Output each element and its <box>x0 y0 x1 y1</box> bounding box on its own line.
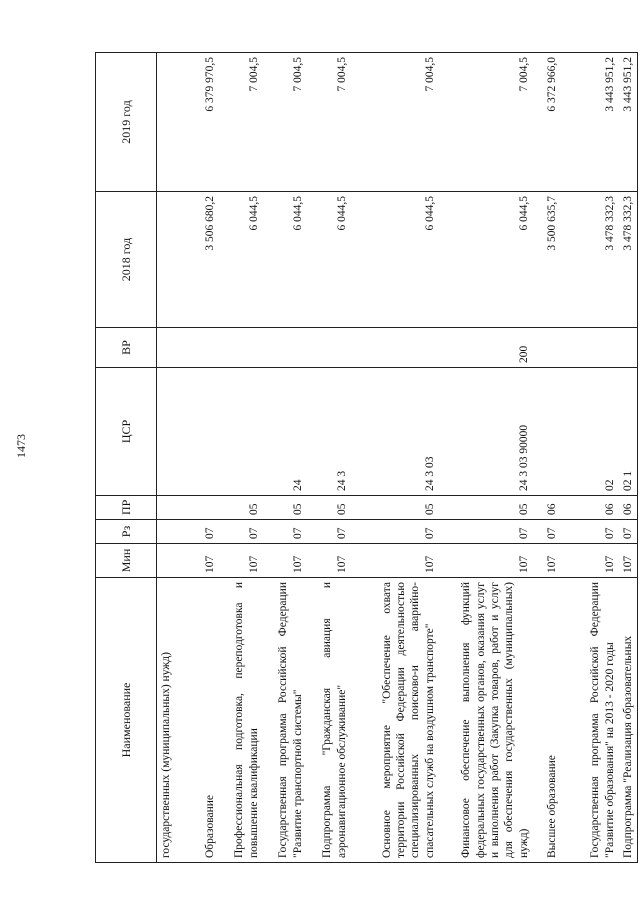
row-vr <box>307 328 351 368</box>
row-2019: 3 443 951,2 <box>561 53 619 192</box>
row-pr <box>179 496 219 520</box>
row-pr: 05 <box>307 496 351 520</box>
row-vr <box>157 328 180 368</box>
row-rz: 07 <box>351 520 439 544</box>
row-rz: 07 <box>307 520 351 544</box>
row-rz: 07 <box>439 520 533 544</box>
row-min: 107 <box>533 544 561 578</box>
table-row <box>351 53 439 863</box>
row-csr: 02 <box>561 368 619 496</box>
row-2018: 6 044,5 <box>307 192 351 328</box>
row-2018: 3 500 635,7 <box>533 192 561 328</box>
row-csr: 24 3 <box>307 368 351 496</box>
table-row <box>263 53 307 863</box>
row-pr: 06 <box>533 496 561 520</box>
row-vr <box>179 328 219 368</box>
row-vr <box>561 328 619 368</box>
row-pr: 06 <box>619 496 638 520</box>
row-rz <box>157 520 180 544</box>
row-pr: 06 <box>561 496 619 520</box>
header-rz: Рз <box>96 520 157 544</box>
row-rz: 07 <box>619 520 638 544</box>
row-min: 107 <box>307 544 351 578</box>
row-pr: 05 <box>351 496 439 520</box>
header-2018: 2018 год <box>96 192 157 328</box>
row-vr <box>219 328 263 368</box>
header-2019: 2019 год <box>96 53 157 192</box>
row-rz: 07 <box>263 520 307 544</box>
row-2019: 7 004,5 <box>219 53 263 192</box>
row-name: Подпрограмма "Гражданская авиация и аэронавигационное обслуживание" <box>307 578 351 863</box>
row-min <box>157 544 180 578</box>
row-name: Основное мероприятие "Обеспечение охвата территории Российской Федерации деятельностью специализированных поисково-и аварийно-спасательных служб на воздушном транспорте" <box>351 578 439 863</box>
row-rz: 07 <box>179 520 219 544</box>
row-2018: 3 506 680,2 <box>179 192 219 328</box>
header-row <box>96 53 157 863</box>
header-pr: ПР <box>96 496 157 520</box>
row-2019: 7 004,5 <box>307 53 351 192</box>
row-min: 107 <box>179 544 219 578</box>
table-row <box>157 53 180 863</box>
row-2018: 3 478 332,3 <box>619 192 638 328</box>
budget-table-rotated <box>95 53 634 863</box>
row-rz: 07 <box>533 520 561 544</box>
row-pr: 05 <box>263 496 307 520</box>
row-2019 <box>157 53 180 192</box>
row-rz: 07 <box>561 520 619 544</box>
row-name: Государственная программа Российской Федерации "Развитие транспортной системы" <box>263 578 307 863</box>
table-row <box>439 53 533 863</box>
header-vr: ВР <box>96 328 157 368</box>
header-csr: ЦСР <box>96 368 157 496</box>
table-row <box>219 53 263 863</box>
row-pr <box>157 496 180 520</box>
row-name: Образование <box>179 578 219 863</box>
row-2019: 7 004,5 <box>439 53 533 192</box>
row-2019: 6 379 970,5 <box>179 53 219 192</box>
table-row <box>307 53 351 863</box>
row-vr <box>351 328 439 368</box>
row-csr <box>157 368 180 496</box>
budget-table <box>95 52 638 863</box>
row-vr: 200 <box>439 328 533 368</box>
row-csr: 24 <box>263 368 307 496</box>
row-name: Финансовое обеспечение выполнения функций федеральных государственных органов, оказания услуг и выполнения работ (Закупка товаров, работ и услуг для обеспечения государственных (муниципальных) нужд) <box>439 578 533 863</box>
row-2019: 7 004,5 <box>263 53 307 192</box>
row-csr <box>219 368 263 496</box>
row-2018 <box>157 192 180 328</box>
header-min: Мин <box>96 544 157 578</box>
row-min: 107 <box>219 544 263 578</box>
row-name: Высшее образование <box>533 578 561 863</box>
row-pr: 05 <box>439 496 533 520</box>
row-csr: 24 3 03 90000 <box>439 368 533 496</box>
row-min: 107 <box>619 544 638 578</box>
row-name: Профессиональная подготовка, переподготовка и повышение квалификации <box>219 578 263 863</box>
table-row <box>179 53 219 863</box>
row-vr <box>619 328 638 368</box>
row-csr <box>533 368 561 496</box>
row-2018: 6 044,5 <box>439 192 533 328</box>
row-2018: 6 044,5 <box>219 192 263 328</box>
row-min: 107 <box>439 544 533 578</box>
row-2019: 7 004,5 <box>351 53 439 192</box>
row-csr: 24 3 03 <box>351 368 439 496</box>
row-name: Подпрограмма "Реализация образовательных <box>619 578 638 863</box>
table-row <box>561 53 619 863</box>
page-number: 1473 <box>14 434 28 458</box>
row-name: государственных (муниципальных) нужд) <box>157 578 180 863</box>
row-name: Государственная программа Российской Федерации "Развитие образования" на 2013 - 2020 годы <box>561 578 619 863</box>
header-name: Наименование <box>96 578 157 863</box>
row-min: 107 <box>263 544 307 578</box>
table-row <box>619 53 638 863</box>
row-2018: 6 044,5 <box>263 192 307 328</box>
row-csr <box>179 368 219 496</box>
row-rz: 07 <box>219 520 263 544</box>
row-min: 107 <box>561 544 619 578</box>
row-min: 107 <box>351 544 439 578</box>
table-row <box>533 53 561 863</box>
row-vr <box>263 328 307 368</box>
row-2018: 3 478 332,3 <box>561 192 619 328</box>
row-2018: 6 044,5 <box>351 192 439 328</box>
row-2019: 3 443 951,2 <box>619 53 638 192</box>
row-pr: 05 <box>219 496 263 520</box>
row-csr: 02 1 <box>619 368 638 496</box>
row-vr <box>533 328 561 368</box>
row-2019: 6 372 966,0 <box>533 53 561 192</box>
